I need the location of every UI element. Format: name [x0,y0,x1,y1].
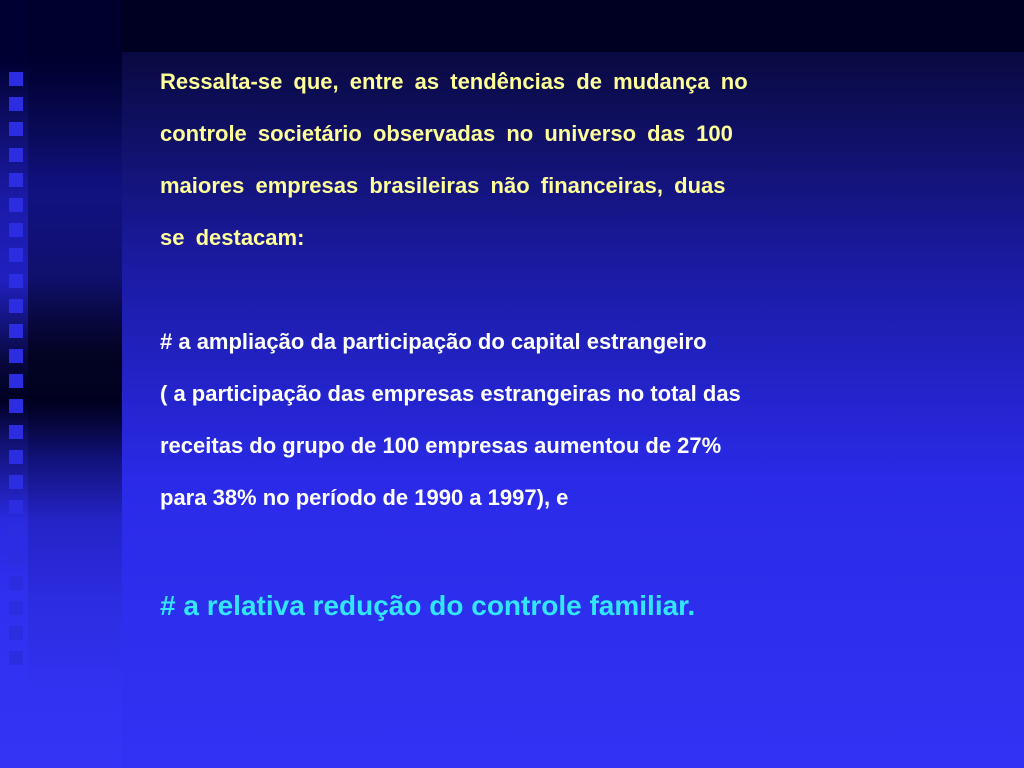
decorative-square [9,525,23,539]
decorative-square [9,425,23,439]
decorative-square [9,551,23,565]
decorative-square [9,349,23,363]
top-dark-band [122,0,1024,52]
point-family-control: # a relativa redução do controle familiar. [160,590,696,621]
point1-line: receitas do grupo de 100 empresas aumentou de 27% [160,433,722,458]
decorative-square [9,399,23,413]
decorative-square [9,248,23,262]
point1-line: # a ampliação da participação do capital estrangeiro [160,329,707,354]
point-foreign-capital [160,316,930,524]
left-strip-shading [28,0,122,768]
decorative-square [9,299,23,313]
intro-line: Ressalta-se que, entre as tendências de mudança no [160,69,748,94]
decorative-square [9,576,23,590]
decorative-square [9,651,23,665]
decorative-square [9,374,23,388]
decorative-square [9,223,23,237]
decorative-square [9,324,23,338]
intro-paragraph [160,56,930,264]
intro-line: maiores empresas brasileiras não financeiras, duas [160,173,726,198]
point1-line: ( a participação das empresas estrangeiras no total das [160,381,741,406]
decorative-square [9,475,23,489]
slide-content [160,56,930,628]
decorative-square [9,122,23,136]
point1-line: para 38% no período de 1990 a 1997), e [160,485,569,510]
decorative-square [9,97,23,111]
decorative-square [9,274,23,288]
decorative-square [9,500,23,514]
decorative-square [9,173,23,187]
intro-line: se destacam: [160,225,305,250]
decorative-square [9,198,23,212]
left-decorative-strip [0,0,122,768]
decorative-square [9,72,23,86]
decorative-square [9,148,23,162]
decorative-square [9,450,23,464]
decorative-square-column [9,72,23,677]
decorative-square [9,626,23,640]
intro-line: controle societário observadas no universo das 100 [160,121,733,146]
decorative-square [9,601,23,615]
